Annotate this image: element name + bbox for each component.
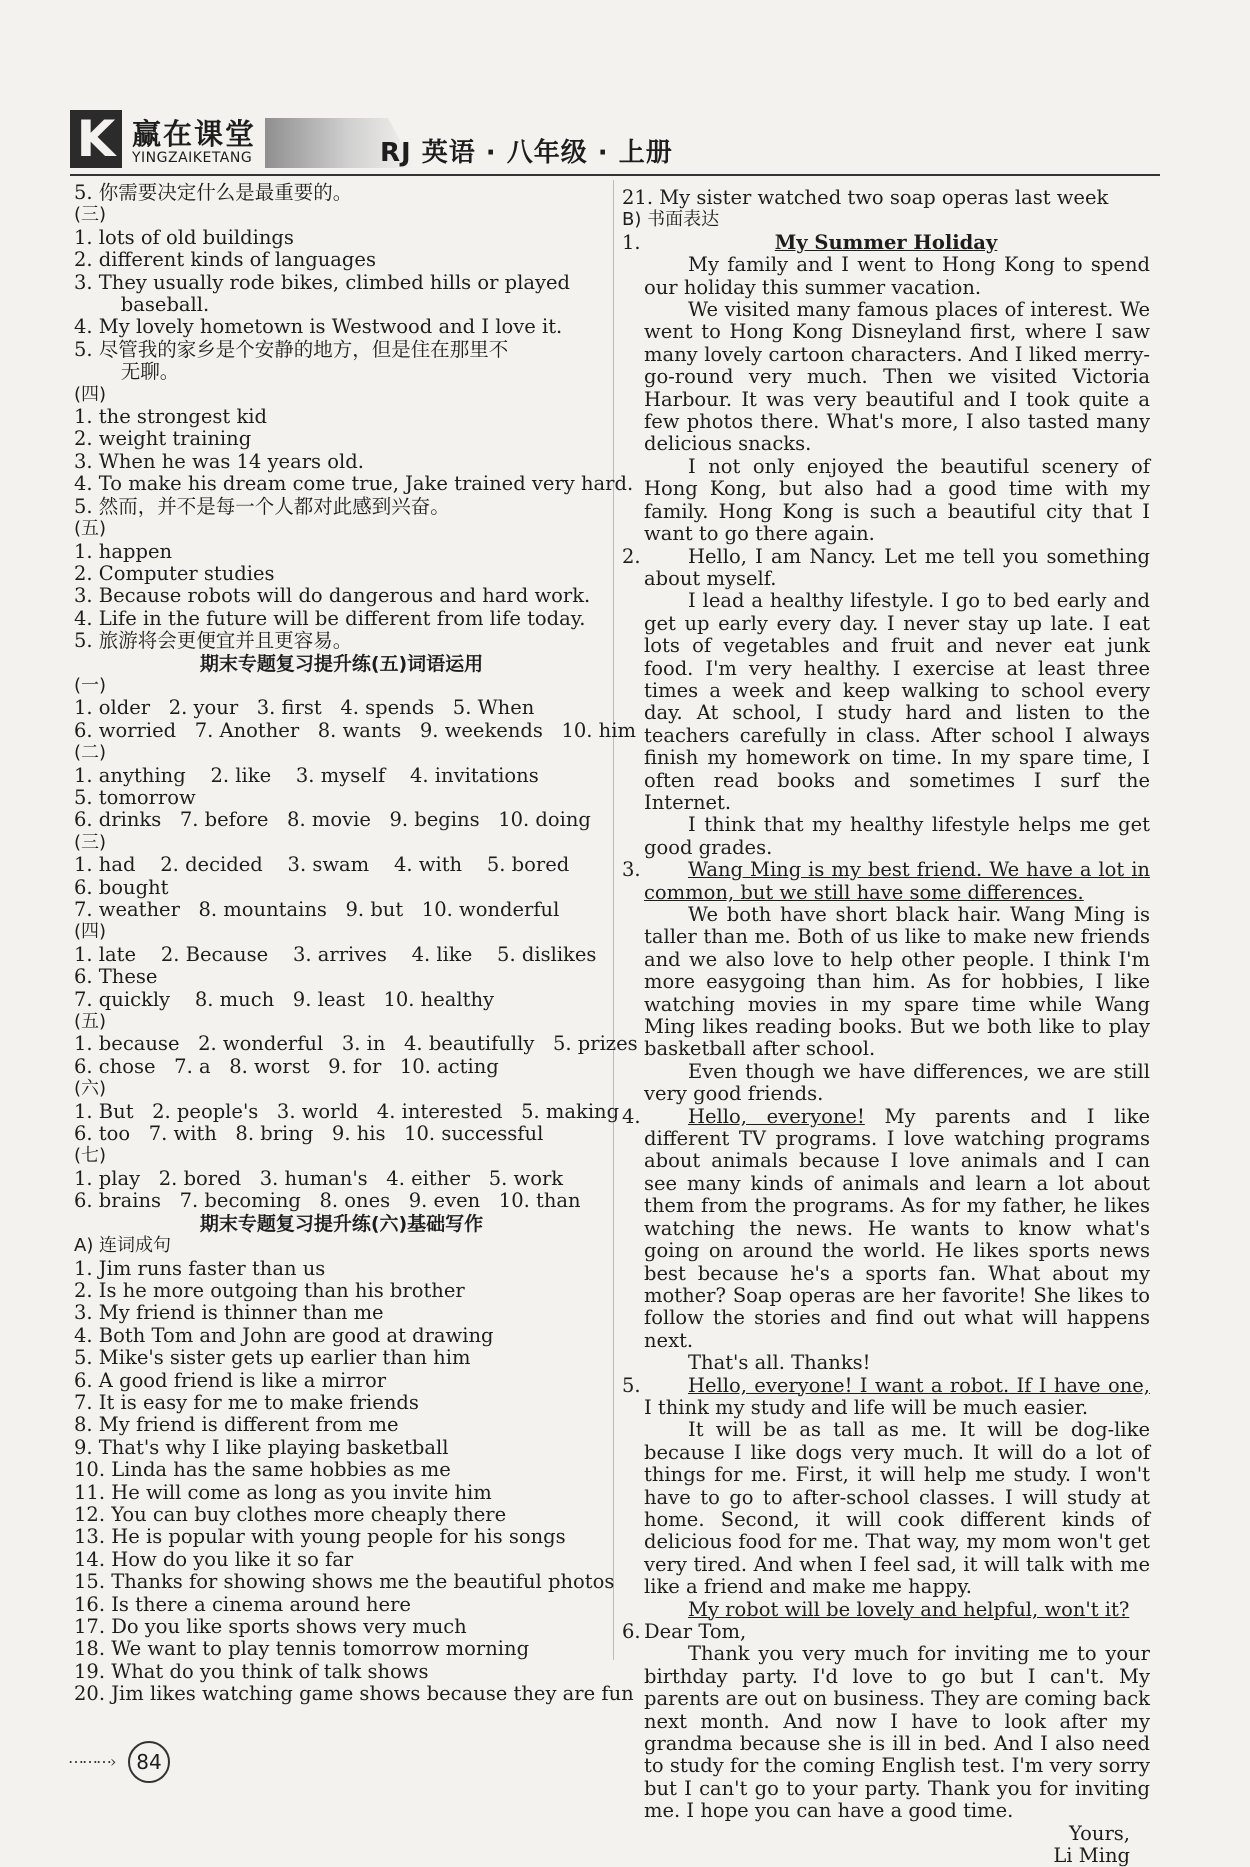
answer-line: 3. They usually rode bikes, climbed hills or played	[74, 270, 571, 294]
answer-line: 14. How do you like it so far	[74, 1547, 354, 1571]
answer-line: 1. play 2. bored 3. human's 4. either 5. work	[74, 1166, 564, 1190]
answer-line: 11. He will come as long as you invite him	[74, 1480, 492, 1504]
answer-line: 2. different kinds of languages	[74, 248, 376, 272]
answer-line: 19. What do you think of talk shows	[74, 1659, 429, 1683]
answer-line: 15. Thanks for showing shows me the beautiful photos	[74, 1570, 615, 1594]
answer-line: 4. To make his dream come true, Jake trained very hard.	[74, 472, 634, 496]
answer-line: 4. Life in the future will be different from life today.	[74, 606, 586, 630]
essay-lead-underlined: Hello, everyone!	[688, 1104, 865, 1128]
answer-line: 18. We want to play tennis tomorrow morning	[74, 1637, 530, 1661]
section-heading: B) 书面表达	[622, 209, 720, 231]
page-arrow-icon: ⋯⋯⋯›	[68, 1752, 115, 1771]
logo-chinese-text: 赢在课堂	[132, 117, 257, 151]
answer-line: 12. You can buy clothes more cheaply there	[74, 1502, 507, 1526]
essay-number: 3.	[622, 858, 641, 882]
answer-line: 6. bought	[74, 875, 169, 899]
subsection-heading: (三)	[74, 831, 107, 853]
answer-line: 17. Do you like sports shows very much	[74, 1615, 467, 1638]
answer-line: 6. chose 7. a 8. worst 9. for 10. acting	[74, 1054, 499, 1078]
essay-number: 5.	[622, 1373, 641, 1397]
answer-line: 4. My lovely hometown is Westwood and I love it.	[74, 315, 563, 339]
answer-line: 7. quickly 8. much 9. least 10. healthy	[74, 987, 495, 1011]
subsection-heading: (一)	[74, 674, 107, 696]
essay-6	[622, 1621, 1150, 1867]
answer-line: 无聊。	[96, 360, 180, 384]
essay-lead-underlined: Hello, everyone! I want a robot. If I have one,	[688, 1373, 1150, 1397]
answer-line: baseball.	[96, 293, 210, 317]
essay-paragraph: It will be as tall as me. It will be dog-like because I like dogs very much. It will do a lot of things for me. First, it will help me study. I won't have to go to after-school classes. I will study at home. Second, it will cook different kinds of delicious food for me. That way, my mom won't get very tired. And when I feel sad, it will talk with me like a friend and make me happy.	[644, 1418, 1150, 1599]
essay-paragraph	[622, 1375, 1150, 1420]
essay-paragraph: That's all. Thanks!	[688, 1351, 871, 1375]
answer-line: 5. tomorrow	[74, 785, 196, 809]
answer-line: 3. When he was 14 years old.	[74, 449, 364, 473]
essay-number: 4.	[622, 1104, 641, 1128]
letter-closing: Yours,	[1068, 1821, 1130, 1845]
answer-line: 13. He is popular with young people for his songs	[74, 1525, 566, 1549]
header-rule	[70, 174, 1160, 176]
answer-line: 7. It is easy for me to make friends	[74, 1390, 419, 1414]
essay-text: I think my study and life will be much easier.	[644, 1395, 1089, 1419]
essay-paragraph: My family and I went to Hong Kong to spend our holiday this summer vacation.	[644, 253, 1150, 299]
essay-1	[622, 232, 1150, 546]
logo-english-text: YINGZAIKETANG	[132, 150, 253, 166]
essay-paragraph: I not only enjoyed the beautiful scenery of Hong Kong, but also had a good time with my family. Hong Kong is such a beautiful city that I want to go there again.	[644, 454, 1150, 546]
answer-line: 4. Both Tom and John are good at drawing	[74, 1323, 494, 1347]
essay-title: My Summer Holiday	[774, 230, 998, 254]
answer-line: 6. worried 7. Another 8. wants 9. weekends 10. him	[74, 718, 636, 742]
answer-line: 5. 你需要决定什么是最重要的。	[74, 181, 353, 204]
subsection-heading: (三)	[74, 204, 107, 226]
answer-line: 1. had 2. decided 3. swam 4. with 5. bored	[74, 853, 570, 877]
essay-paragraph: We both have short black hair. Wang Ming is taller than me. Both of us like to make new friends and we also love to help other people. I think I'm more easygoing than him. As for hobbies, I like watching movies in my spare time while Wang Ming likes reading books. But we both like to play basketball after school.	[644, 903, 1150, 1061]
answer-line: 1. lots of old buildings	[74, 225, 294, 249]
page-header	[70, 110, 1160, 180]
answer-line: 9. That's why I like playing basketball	[74, 1435, 449, 1459]
answer-line: 5. 旅游将会更便宜并且更容易。	[74, 629, 353, 653]
answer-line: 21. My sister watched two soap operas last week	[622, 186, 1109, 209]
letter-signature: Li Ming	[1053, 1844, 1130, 1867]
answer-line: 20. Jim likes watching game shows because they are fun	[74, 1682, 634, 1706]
subsection-heading: (二)	[74, 742, 107, 764]
essay-text: My parents and I like different TV programs. I love watching programs about animals because I love animals and I can see many kinds of animals and learn a lot about them from the programs. As for my father, he likes watching the news. He wants to know what's going on around the world. He likes sports news best because he's a sports fan. What about my mother? Soap operas are her favorite! She likes to follow the stories and find out what will happens next.	[644, 1104, 1150, 1352]
subsection-heading: (四)	[74, 383, 107, 405]
answer-line: 10. Linda has the same hobbies as me	[74, 1458, 451, 1482]
answer-line: 3. My friend is thinner than me	[74, 1301, 384, 1325]
essay-paragraph: Even though we have differences, we are still very good friends.	[644, 1059, 1150, 1106]
column-divider	[613, 180, 614, 1660]
essay-4	[622, 1106, 1150, 1375]
essay-paragraph: I think that my healthy lifestyle helps me get good grades.	[644, 813, 1150, 859]
essay-paragraph: We visited many famous places of interest. We went to Hong Kong Disneyland first, where I saw many lovely cartoon characters. And I liked merry-go-round very much. Then we visited Victoria Harbour. It was very beautiful and I took quite a few photos there. What's more, I also tasted many delicious snacks.	[644, 298, 1150, 456]
answer-line: 1. because 2. wonderful 3. in 4. beautifully 5. prizes	[74, 1032, 638, 1056]
essay-paragraph: Hello, I am Nancy. Let me tell you something about myself.	[644, 544, 1150, 590]
answer-line: 2. weight training	[74, 427, 252, 451]
answer-line: 16. Is there a cinema around here	[74, 1592, 411, 1616]
essay-5	[622, 1375, 1150, 1621]
page-number: 84	[128, 1741, 170, 1783]
essay-paragraph	[622, 1106, 1150, 1352]
answer-line: 1. But 2. people's 3. world 4. interested 5. making	[74, 1099, 620, 1123]
answer-line: 1. Jim runs faster than us	[74, 1256, 326, 1280]
essay-number: 1.	[622, 230, 641, 254]
essay-paragraph: I lead a healthy lifestyle. I go to bed early and get up early every day. I never stay up late. I eat lots of vegetables and fruit and never eat junk food. I'm very healthy. I exercise at least three times a week and keep walking to school every day. At school, I study hard and listen to the teachers carefully in class. After school I always finish my homework on time. In my spare time, I often read books and sometimes I surf the Internet.	[644, 589, 1150, 814]
answer-line: 5. 尽管我的家乡是个安静的地方，但是住在那里不	[74, 337, 509, 361]
answer-line: 5. Mike's sister gets up earlier than him	[74, 1346, 471, 1370]
answer-line: 6. A good friend is like a mirror	[74, 1368, 387, 1392]
answer-line: 6. drinks 7. before 8. movie 9. begins 10. doing	[74, 808, 591, 832]
subsection-heading: (六)	[74, 1078, 107, 1100]
essay-3	[622, 859, 1150, 1105]
answer-line: 1. late 2. Because 3. arrives 4. like 5. dislikes	[74, 942, 597, 966]
section-heading: 期末专题复习提升练(五)词语运用	[199, 652, 484, 675]
left-column	[74, 181, 638, 1706]
answer-line: 6. brains 7. becoming 8. ones 9. even 10. than	[74, 1189, 581, 1213]
logo-mark: K	[70, 110, 122, 168]
essay-closing-underlined: My robot will be lovely and helpful, won't it?	[688, 1597, 1130, 1621]
subsection-heading: (五)	[74, 1011, 107, 1033]
answer-line: 2. Is he more outgoing than his brother	[74, 1278, 465, 1302]
answer-line: 3. Because robots will do dangerous and hard work.	[74, 584, 591, 608]
answer-line: 2. Computer studies	[74, 561, 275, 585]
essay-2	[622, 546, 1150, 860]
subsection-heading: A) 连词成句	[74, 1235, 172, 1257]
answer-line: 1. the strongest kid	[74, 405, 268, 429]
answer-line: 1. anything 2. like 3. myself 4. invitations	[74, 763, 539, 787]
answer-line: 6. too 7. with 8. bring 9. his 10. successful	[74, 1122, 544, 1146]
letter-salutation: Dear Tom,	[644, 1620, 747, 1643]
essay-number: 2.	[622, 544, 641, 568]
section-heading: 期末专题复习提升练(六)基础写作	[199, 1212, 484, 1235]
answer-line: 7. weather 8. mountains 9. but 10. wonderful	[74, 898, 560, 921]
answer-line: 5. 然而，并不是每一个人都对此感到兴奋。	[74, 494, 450, 518]
subsection-heading: (七)	[74, 1145, 107, 1167]
answer-line: 1. older 2. your 3. first 4. spends 5. When	[74, 696, 535, 720]
book-title: RJ 英语 · 八年级 · 上册	[380, 138, 673, 168]
answer-line: 8. My friend is different from me	[74, 1413, 399, 1437]
essay-number: 6.	[622, 1620, 641, 1643]
answer-line: 6. These	[74, 965, 158, 989]
right-column	[622, 187, 1150, 1867]
essay-paragraph: Thank you very much for inviting me to your birthday party. I'd love to go but I can't. My parents are out on business. They are coming back next month. And now I have to look after my grandma because she is ill in bed. And I also need to study for the coming English test. I'm very sorry but I can't go to your party. Thank you for inviting me. I hope you can have a good time.	[644, 1642, 1150, 1823]
essay-lead-underlined: Wang Ming is my best friend. We have a lot in common, but we still have some differences.	[644, 858, 1150, 904]
subsection-heading: (五)	[74, 518, 107, 540]
answer-line: 1. happen	[74, 539, 173, 563]
subsection-heading: (四)	[74, 921, 107, 943]
